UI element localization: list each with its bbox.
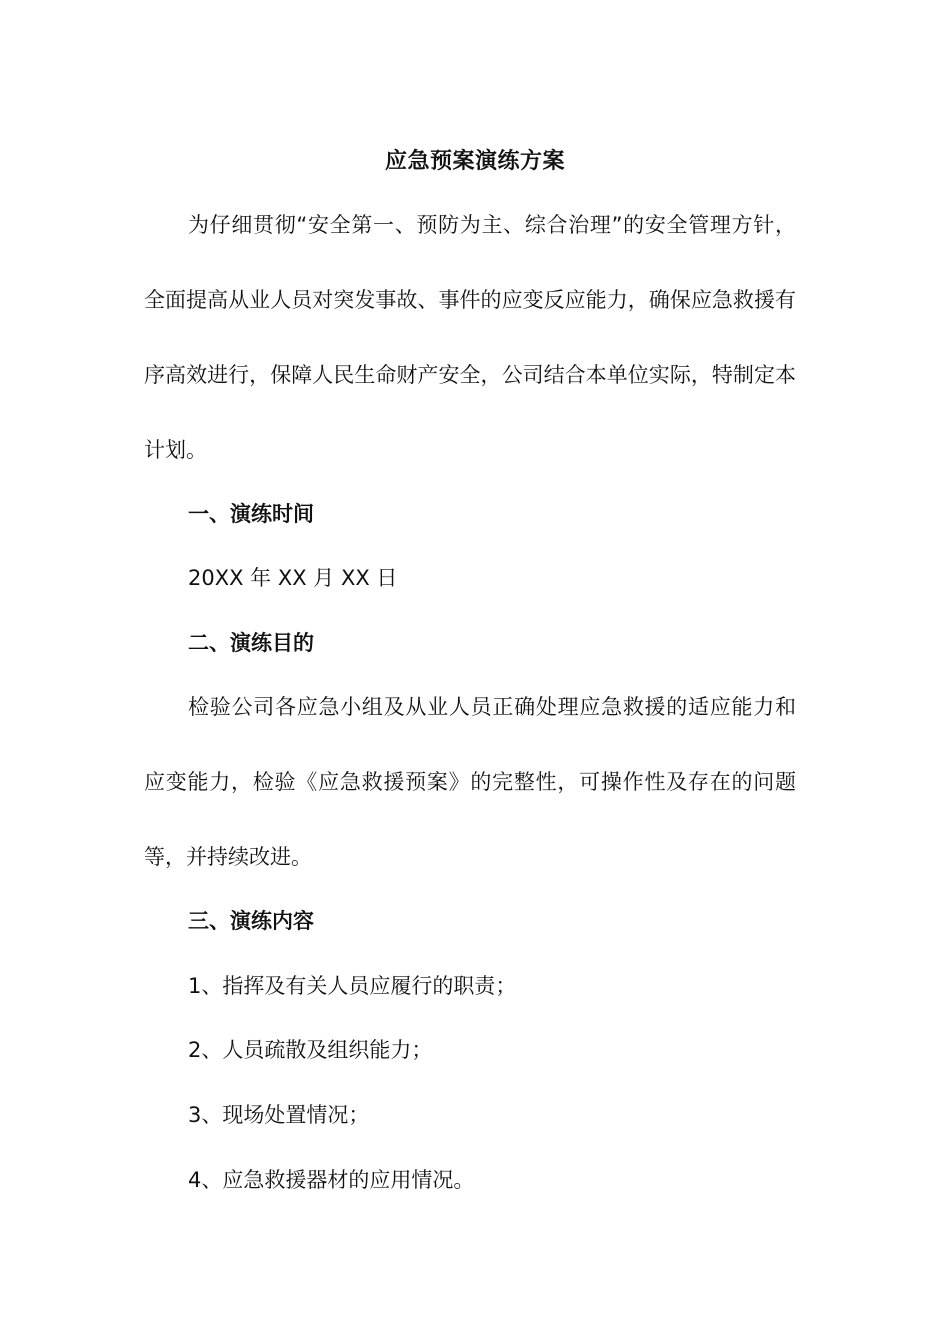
section-heading-time: 一、演练时间 [188, 502, 314, 526]
list-item: 2、人员疏散及组织能力； [188, 1038, 433, 1062]
list-item: 4、应急救援器材的应用情况。 [188, 1168, 475, 1192]
section-body-purpose: 检验公司各应急小组及从业人员正确处理应急救援的适应能力和应变能力，检验《应急救援预案》的完整性，可操作性及存在的问题等，并持续改进。 [144, 695, 796, 869]
section-heading-content: 三、演练内容 [188, 909, 314, 933]
list-item: 1、指挥及有关人员应履行的职责； [188, 974, 517, 998]
section-heading-purpose: 二、演练目的 [188, 631, 314, 655]
intro-paragraph: 为仔细贯彻“安全第一、预防为主、综合治理”的安全管理方针，全面提高从业人员对突发事故、事件的应变反应能力，确保应急救援有序高效进行，保障人民生命财产安全，公司结合本单位实际，特制定本计划。 [144, 213, 796, 462]
section-body-time: 20XX 年 XX 月 XX 日 [188, 566, 398, 590]
list-item: 3、现场处置情况； [188, 1103, 370, 1127]
document-title: 应急预案演练方案 [384, 149, 565, 174]
